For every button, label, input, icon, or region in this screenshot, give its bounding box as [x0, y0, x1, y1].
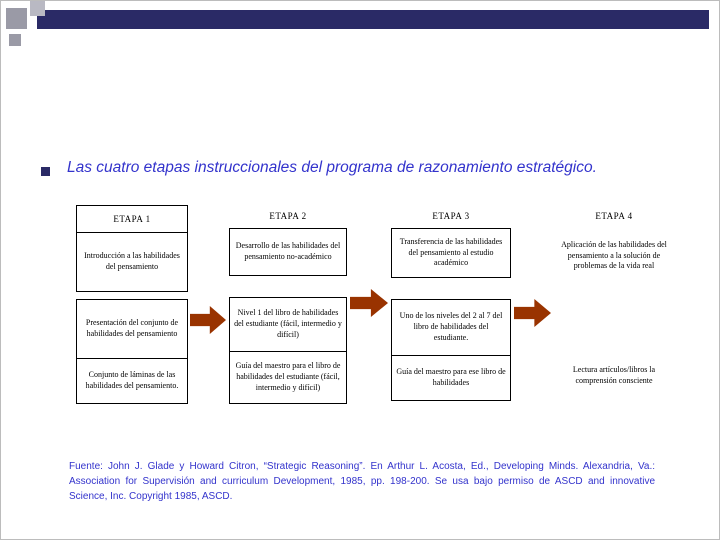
etapa2-desarrollo-box: Desarrollo de las habilidades del pensamiento no-académico	[229, 228, 347, 276]
arrow-right-icon	[350, 289, 388, 317]
etapa2-nivel1-box: Nivel 1 del libro de habilidades del estudiante (fácil, intermedio y difícil)	[229, 297, 347, 352]
etapa4-header: ETAPA 4	[595, 211, 633, 221]
etapa1-laminas-box: Conjunto de láminas de las habilidades del pensamiento.	[76, 358, 188, 404]
etapa2-guia-box: Guía del maestro para el libro de habilidades del estudiante (fácil, intermedio y difícil)	[229, 351, 347, 404]
decor-gray-square-large	[6, 8, 27, 29]
etapa1-intro-box: Introducción a las habilidades del pensamiento	[76, 232, 188, 292]
etapa4-lectura-box: Lectura artículos/libros la comprensión consciente	[553, 351, 675, 401]
decor-gray-square-top	[30, 1, 45, 16]
etapa3-transferencia-box: Transferencia de las habilidades del pensamiento al estudio académico	[391, 228, 511, 278]
arrow-right-icon	[514, 299, 551, 327]
etapa4-aplicacion-box: Aplicación de las habilidades del pensamiento a la solución de problemas de la vida real	[553, 228, 675, 284]
etapa2-header: ETAPA 2	[269, 211, 307, 221]
etapa1-presentacion-box: Presentación del conjunto de habilidades del pensamiento	[76, 299, 188, 359]
arrow-right-icon	[190, 306, 226, 334]
etapa3-niveles-box: Uno de los niveles del 2 al 7 del libro de habilidades del estudiante.	[391, 299, 511, 356]
decor-navy-bar	[37, 10, 709, 29]
bullet-square-icon	[41, 167, 50, 176]
slide-title: Las cuatro etapas instruccionales del programa de razonamiento estratégico.	[67, 159, 597, 176]
etapa3-guia-box: Guía del maestro para ese libro de habilidades	[391, 355, 511, 401]
etapa1-header-box: ETAPA 1	[76, 205, 188, 233]
decor-gray-square-small	[9, 34, 21, 46]
etapa3-header: ETAPA 3	[432, 211, 470, 221]
source-citation: Fuente: John J. Glade y Howard Citron, “Strategic Reasoning”. En Arthur L. Acosta, Ed., Developing Minds. Alexandria, Va.: Association for Supervisión and curriculum Development, 1985, pp. 198-200. Se usa bajo permiso de ASCD and innovative Science, Inc. Copyright 1985, ASCD.	[69, 461, 655, 502]
